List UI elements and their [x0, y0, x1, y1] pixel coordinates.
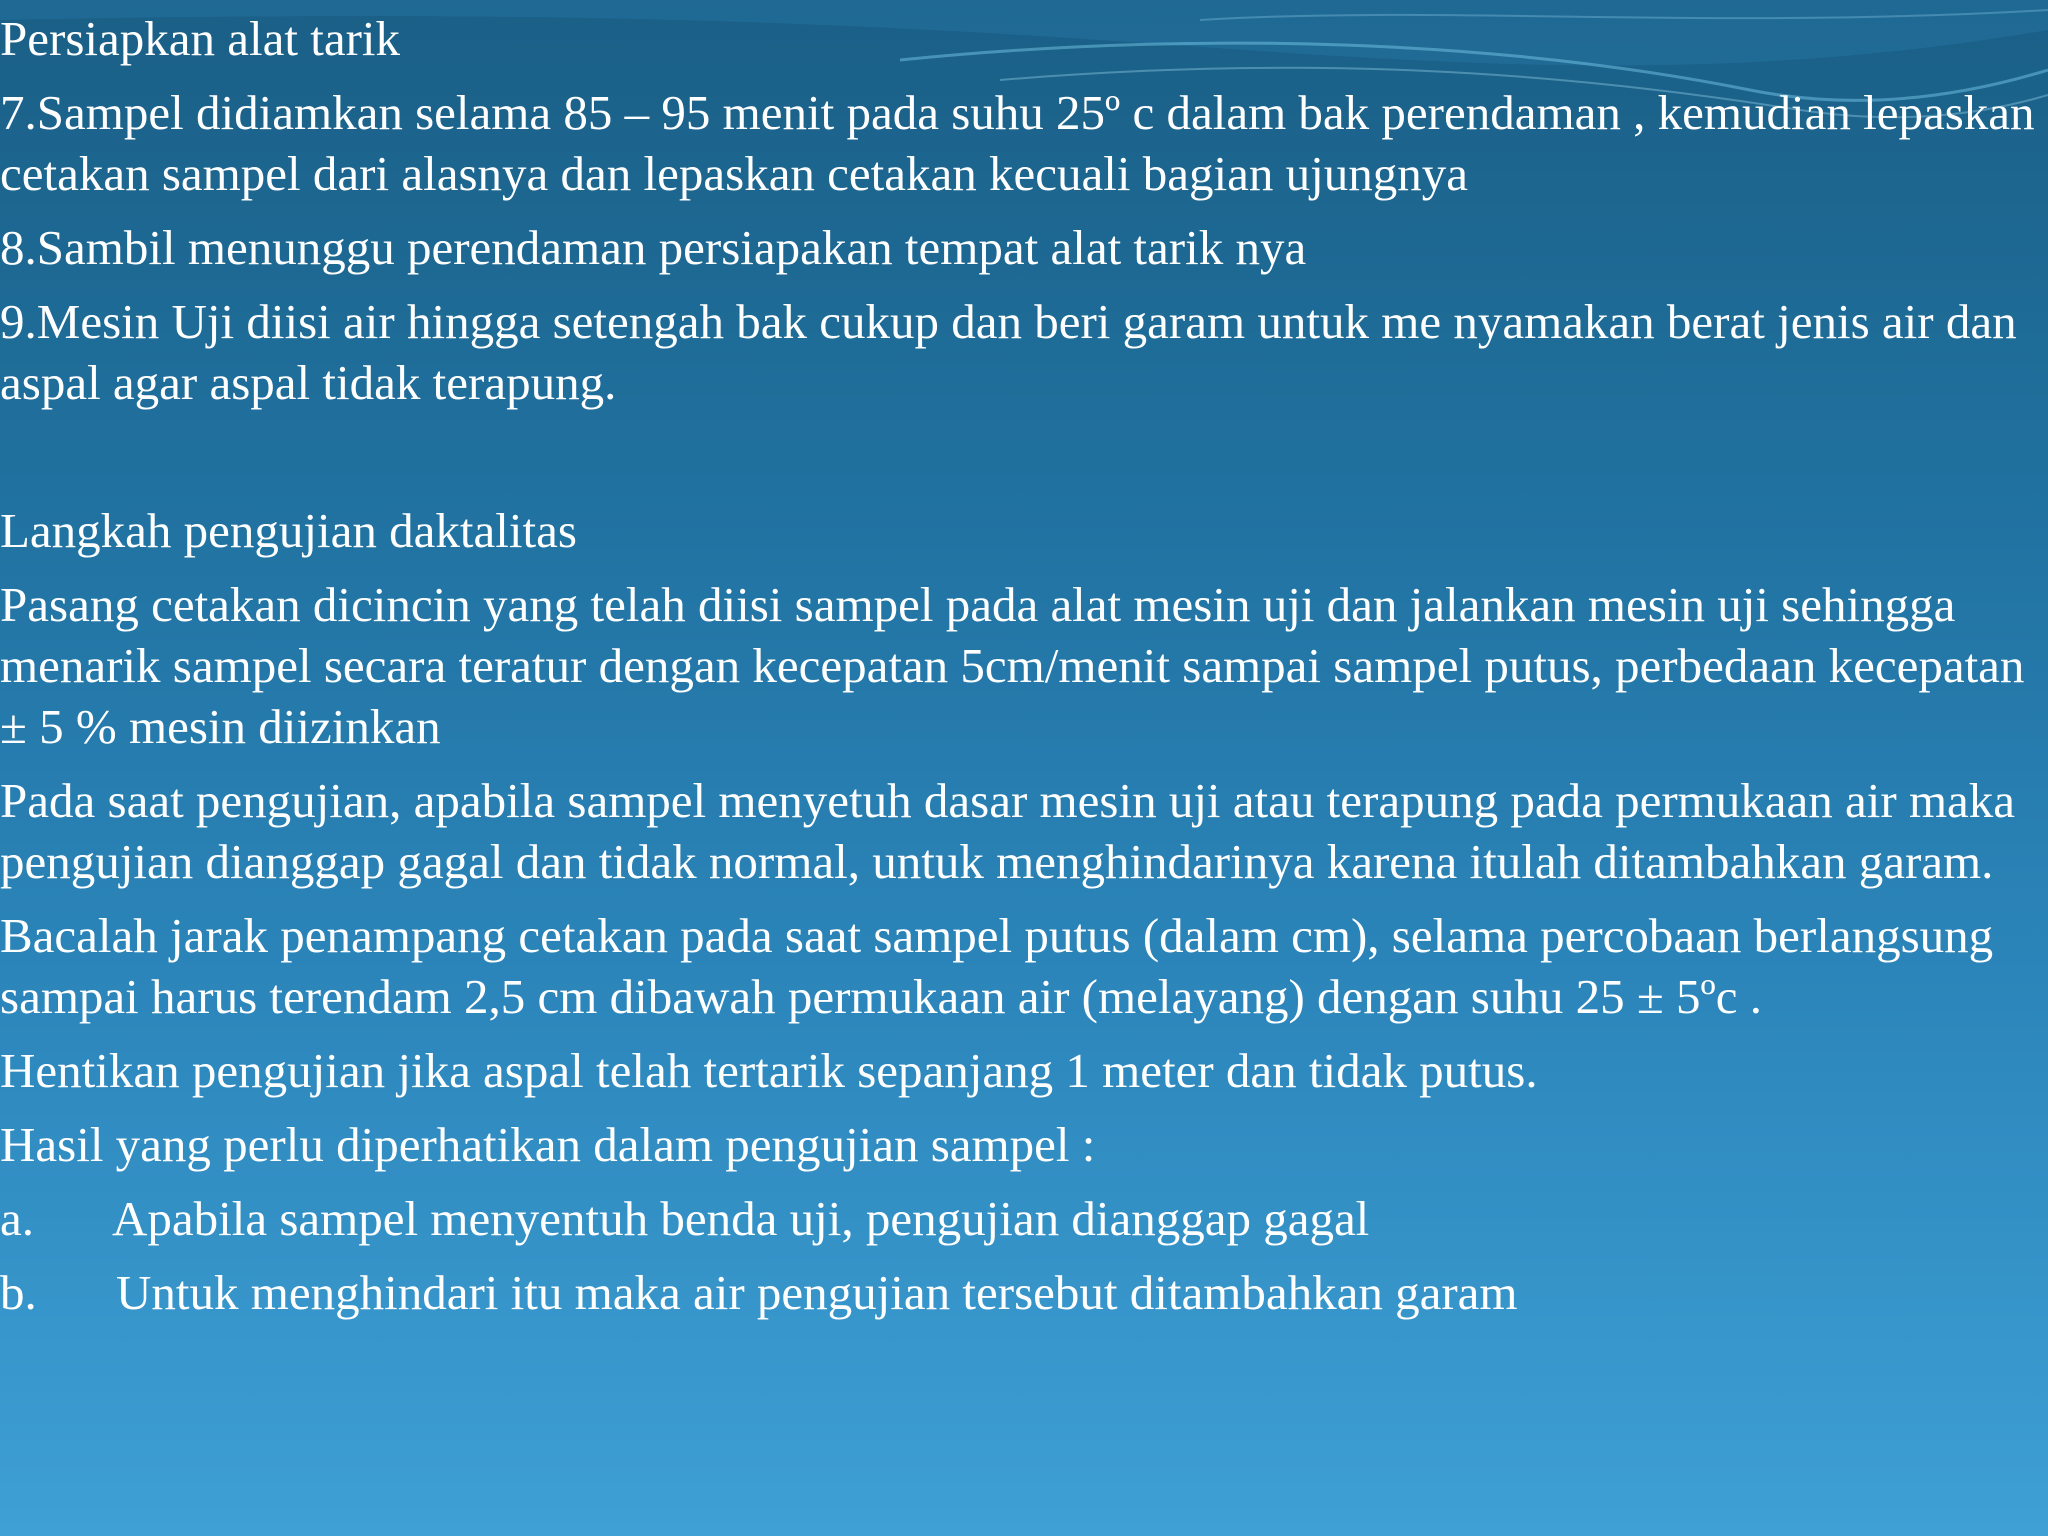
list-item-a: [0, 1188, 2040, 1249]
paragraph-stop-test: Hentikan pengujian jika aspal telah tertarik sepanjang 1 meter dan tidak putus.: [0, 1043, 1538, 1098]
slide-heading-prepare: Persiapkan alat tarik: [0, 11, 401, 66]
list-text: Apabila sampel menyentuh benda uji, pengujian dianggap gagal: [112, 1191, 1370, 1246]
spacer: [0, 426, 2040, 500]
list-marker: a.: [0, 1191, 34, 1246]
slide-content: [0, 8, 2040, 1336]
paragraph-testing-condition: Pada saat pengujian, apabila sampel menyetuh dasar mesin uji atau terapung pada permukaan air maka pengujian dianggap gagal dan tidak normal, untuk menghindarinya karena itulah ditambahkan garam.: [0, 773, 2016, 889]
section-heading-ductility: Langkah pengujian daktalitas: [0, 503, 577, 558]
paragraph-results-intro: Hasil yang perlu diperhatikan dalam pengujian sampel :: [0, 1117, 1096, 1172]
paragraph-read-distance: Bacalah jarak penampang cetakan pada saat sampel putus (dalam cm), selama percobaan berlangsung sampai harus terendam 2,5 cm dibawah permukaan air (melayang) dengan suhu 25 ± 5ºc .: [0, 908, 1994, 1024]
step-9: 9.Mesin Uji diisi air hingga setengah bak cukup dan beri garam untuk me nyamakan berat jenis air dan aspal agar aspal tidak terapung.: [0, 294, 2017, 410]
list-item-b: [0, 1262, 2040, 1323]
step-7: 7.Sampel didiamkan selama 85 – 95 menit pada suhu 25º c dalam bak perendaman , kemudian lepaskan cetakan sampel dari alasnya dan lepaskan cetakan kecuali bagian ujungnya: [0, 85, 2035, 201]
step-8: 8.Sambil menunggu perendaman persiapakan tempat alat tarik nya: [0, 220, 1307, 275]
paragraph-mount-sample: Pasang cetakan dicincin yang telah diisi sampel pada alat mesin uji dan jalankan mesin uji sehingga menarik sampel secara teratur dengan kecepatan 5cm/menit sampai sampel putus, perbedaan kecepatan ± 5 % mesin diizinkan: [0, 577, 2025, 754]
list-text: Untuk menghindari itu maka air pengujian tersebut ditambahkan garam: [116, 1265, 1518, 1320]
list-marker: b.: [0, 1265, 37, 1320]
